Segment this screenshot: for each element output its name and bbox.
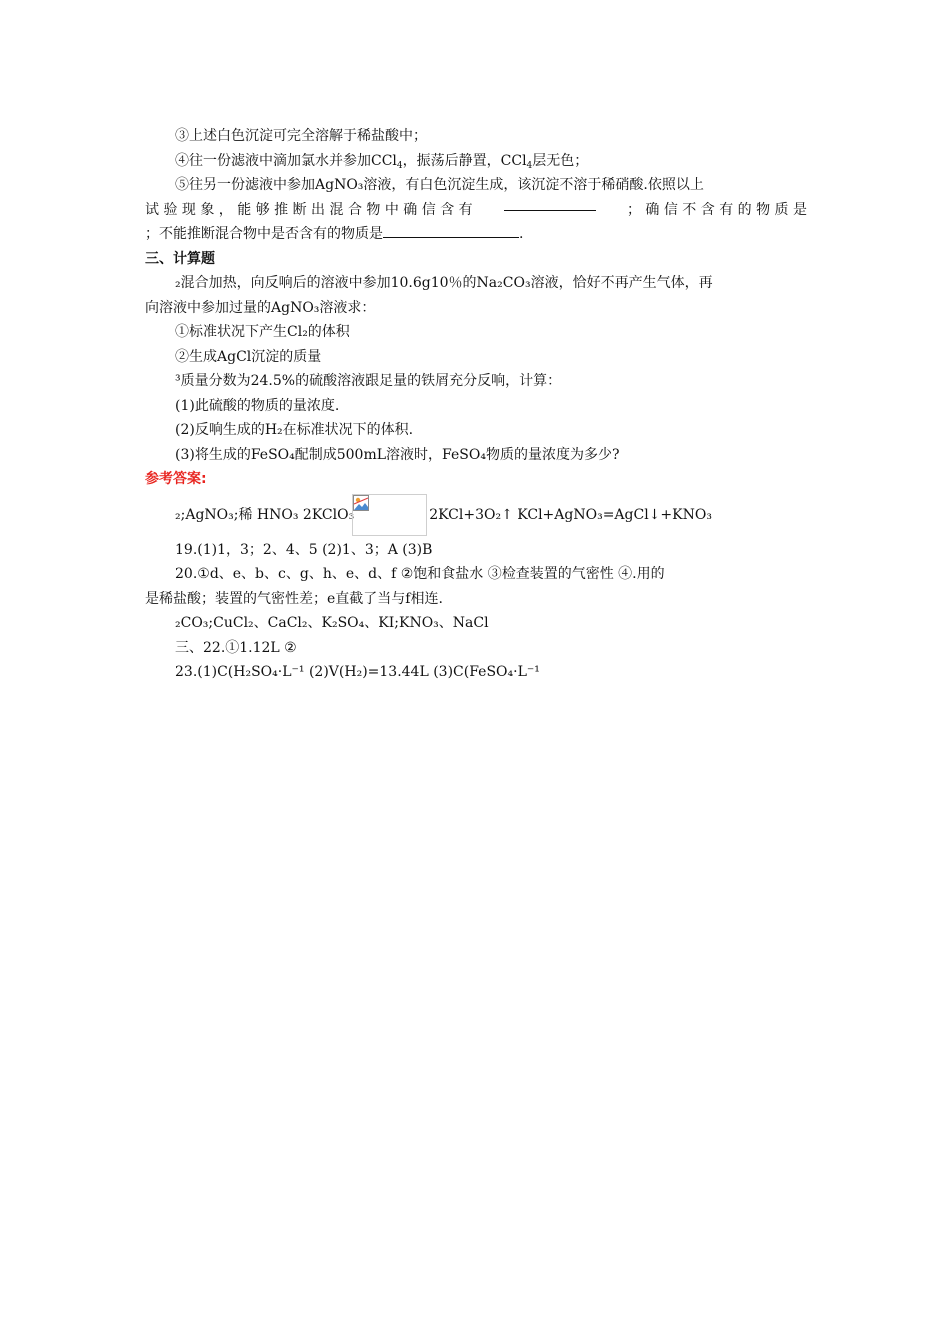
text: ₂CO₃;CuCl₂、CaCl₂、K₂SO₄、KI;KNO₃、NaCl xyxy=(175,615,489,631)
calc-line-6 xyxy=(145,394,807,419)
text: ④往一份滤液中滴加氯水并参加CCl xyxy=(175,152,397,169)
text: ₂;AgNO₃;稀 HNO₃ 2KClO₃ xyxy=(175,506,355,523)
answer-blank xyxy=(383,225,519,238)
answer-line-20b xyxy=(145,587,807,612)
answer-heading: 参考答案: xyxy=(145,471,207,487)
text: 三、22.①1.12L ② xyxy=(175,639,297,656)
text: ③上述白色沉淀可完全溶解于稀盐酸中； xyxy=(175,128,427,144)
subscript: 4 xyxy=(396,160,403,171)
text: ₂混合加热，向反响后的溶液中参加10.6g10％的Na₂CO₃溶液，恰好不再产生气体，再 xyxy=(175,275,713,291)
text: 是稀盐酸；装置的气密性差；e直截了当与f相连. xyxy=(145,590,443,607)
text: (2)反响生成的H₂在标准状况下的体积. xyxy=(175,422,414,438)
text: ；不能推断混合物中是否含有的物质是 xyxy=(145,226,383,242)
answer-line-20a xyxy=(145,562,807,587)
text: (3)将生成的FeSO₄配制成500mL溶液时，FeSO₄物质的量浓度为多少? xyxy=(175,446,620,463)
answer-line-22 xyxy=(145,636,807,661)
text: ； 确 信 不 含 有 的 物 质 是 xyxy=(626,201,807,218)
text: 向溶液中参加过量的AgNO₃溶液求： xyxy=(145,299,376,316)
calc-line-4 xyxy=(145,345,807,370)
problem-line-3 xyxy=(145,124,807,149)
calc-line-3 xyxy=(145,320,807,345)
subscript: 4 xyxy=(526,160,533,171)
text: 23.(1)C(H₂SO₄·L⁻¹ (2)V(H₂)=13.44L (3)C(FeSO₄·L⁻¹ xyxy=(175,664,540,680)
problem-line-5 xyxy=(145,173,807,198)
calc-line-7 xyxy=(145,418,807,443)
calc-line-5 xyxy=(145,369,807,394)
text: 试 验 现 象 ， 能 够 推 断 出 混 合 物 中 确 信 含 有 xyxy=(145,201,473,218)
document-body xyxy=(145,124,807,685)
text: (1)此硫酸的物质的量浓度. xyxy=(175,397,340,414)
problem-line-4 xyxy=(145,149,807,174)
calc-line-2 xyxy=(145,296,807,321)
broken-image-icon xyxy=(353,495,369,511)
text: 2KCl+3O₂↑ KCl+AgNO₃=AgCl↓+KNO₃ xyxy=(429,506,712,523)
problem-line-7 xyxy=(145,222,807,247)
text: ②生成AgCl沉淀的质量 xyxy=(175,348,322,365)
answer-line-23 xyxy=(145,660,807,685)
section-heading: 三、计算题 xyxy=(145,250,215,267)
calc-line-8 xyxy=(145,443,807,468)
text: ⑤往另一份滤液中参加AgNO₃溶液，有白色沉淀生成，该沉淀不溶于稀硝酸.依照以上 xyxy=(175,177,704,193)
text: ，振荡后静置，CCl xyxy=(402,152,527,169)
text: . xyxy=(519,226,524,242)
answer-line-1 xyxy=(145,492,807,538)
text: 20.①d、e、b、c、g、h、e、d、f ②饱和食盐水 ③检查装置的气密性 ④.用的 xyxy=(175,566,665,582)
answer-line-21 xyxy=(145,611,807,636)
broken-image-placeholder xyxy=(352,494,427,536)
answer-line-19 xyxy=(145,538,807,563)
text: ³质量分数为24.5%的硫酸溶液跟足量的铁屑充分反响，计算： xyxy=(175,373,562,389)
answer-blank xyxy=(504,198,596,211)
text: ①标准状况下产生Cl₂的体积 xyxy=(175,324,350,340)
text: 层无色； xyxy=(532,152,589,169)
problem-line-6 xyxy=(145,198,807,223)
calc-line-1 xyxy=(145,271,807,296)
text: 19.(1)1，3；2、4、5 (2)1、3；A (3)B xyxy=(175,541,433,558)
